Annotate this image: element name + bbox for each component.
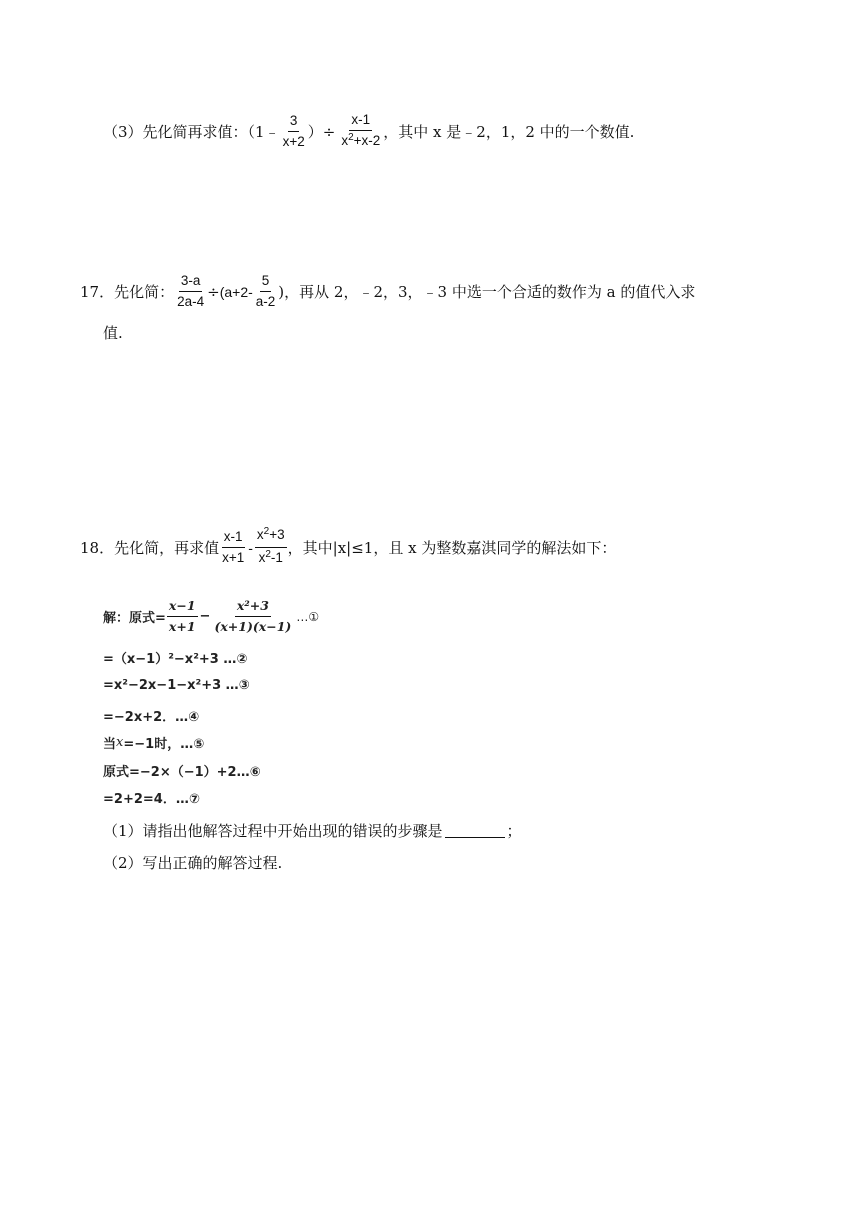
den-exponent: 2 bbox=[348, 132, 354, 143]
step-var: x bbox=[116, 735, 124, 750]
step-text: =2+2=4．…⑦ bbox=[103, 792, 200, 807]
den-exponent: 2 bbox=[265, 549, 271, 560]
part3-prefix: （3）先化简再求值：（1﹣ bbox=[103, 123, 280, 141]
den-base: x bbox=[258, 550, 266, 565]
q18-line bbox=[80, 527, 616, 568]
q17-line2: 值. bbox=[103, 324, 123, 342]
q18-suffix: ，其中|x|≤1，且 x 为整数嘉淇同学的解法如下： bbox=[287, 539, 617, 557]
num-exponent: 2 bbox=[263, 526, 270, 537]
step-text: =x²−2x−1−x²+3 …③ bbox=[103, 678, 250, 693]
fraction-denominator: a-2 bbox=[255, 294, 276, 309]
sub1-suffix: ； bbox=[506, 822, 522, 840]
solution-step-5 bbox=[103, 733, 204, 752]
q17-line-2 bbox=[103, 322, 123, 343]
q17-line bbox=[80, 273, 695, 310]
solution-label: 解：原式= bbox=[103, 611, 166, 626]
q17-paren-open: (a+2- bbox=[219, 283, 253, 300]
fraction-numerator: x²+3 bbox=[235, 598, 271, 617]
fraction-denominator: x+1 bbox=[222, 550, 245, 565]
q17-fraction-2 bbox=[254, 273, 278, 310]
part3-fraction-1 bbox=[281, 113, 307, 150]
solution-fraction-1 bbox=[167, 598, 198, 635]
fraction-numerator: x-1 bbox=[349, 112, 372, 131]
q18-fraction-2 bbox=[255, 527, 287, 568]
solution-minus: − bbox=[199, 609, 211, 624]
solution-step-7 bbox=[103, 788, 200, 807]
den-rest: -1 bbox=[270, 550, 283, 565]
fraction-numerator: 5 bbox=[260, 273, 272, 292]
step-text: 原式=−2×（−1）+2…⑥ bbox=[103, 765, 261, 780]
fraction-numerator: x−1 bbox=[167, 598, 198, 617]
part3-fraction-2 bbox=[339, 112, 382, 151]
fraction-numerator bbox=[255, 527, 287, 548]
q17-suffix: )，再从 2，﹣2，3，﹣3 中选一个合适的数作为 a 的值代入求 bbox=[278, 283, 696, 301]
q17-prefix: 17．先化简： bbox=[80, 283, 175, 301]
q17-fraction-1 bbox=[175, 273, 206, 310]
step-text: =（x−1）²−x²+3 …② bbox=[103, 652, 248, 667]
q18-minus: - bbox=[248, 539, 253, 556]
answer-blank[interactable] bbox=[445, 823, 505, 838]
fraction-denominator: (x+1)(x−1) bbox=[214, 619, 292, 634]
fraction-denominator: x+2 bbox=[282, 134, 305, 149]
fraction-numerator: 3-a bbox=[179, 273, 203, 292]
sub-question-1 bbox=[103, 820, 522, 841]
den-base: x bbox=[341, 133, 349, 148]
solution-step-6 bbox=[103, 761, 261, 780]
sub1-text: （1）请指出他解答过程中开始出现的错误的步骤是 bbox=[103, 822, 443, 840]
solution-fraction-2 bbox=[212, 598, 293, 635]
fraction-numerator: 3 bbox=[288, 113, 300, 132]
q18-fraction-1 bbox=[220, 529, 246, 566]
fraction-denominator bbox=[257, 548, 285, 568]
fraction-denominator bbox=[339, 131, 382, 151]
part3-suffix: ，其中 x 是﹣2，1，2 中的一个数值. bbox=[383, 123, 635, 141]
num-base: x bbox=[256, 527, 264, 542]
step-text-post: =−1时，…⑤ bbox=[123, 737, 205, 752]
fraction-denominator: 2a-4 bbox=[177, 294, 205, 309]
solution-step-3 bbox=[103, 678, 250, 693]
solution-step-2 bbox=[103, 648, 247, 667]
part3-mid: ）÷ bbox=[307, 123, 336, 141]
num-rest: +3 bbox=[269, 527, 285, 542]
step-marker: …① bbox=[296, 609, 320, 624]
q17-divide: ÷ bbox=[207, 282, 220, 301]
solution-step-4 bbox=[103, 706, 199, 725]
q18-prefix: 18．先化简，再求值 bbox=[80, 539, 220, 557]
fraction-numerator: x-1 bbox=[222, 529, 245, 548]
sub2-text: （2）写出正确的解答过程. bbox=[103, 854, 283, 872]
step-text: =−2x+2．…④ bbox=[103, 710, 200, 725]
sub-question-2 bbox=[103, 852, 282, 873]
den-rest: +x-2 bbox=[353, 133, 381, 148]
solution-step-1 bbox=[103, 598, 319, 635]
step-text-pre: 当 bbox=[103, 737, 117, 752]
fraction-denominator: x+1 bbox=[168, 619, 196, 634]
part3-line bbox=[103, 112, 634, 151]
